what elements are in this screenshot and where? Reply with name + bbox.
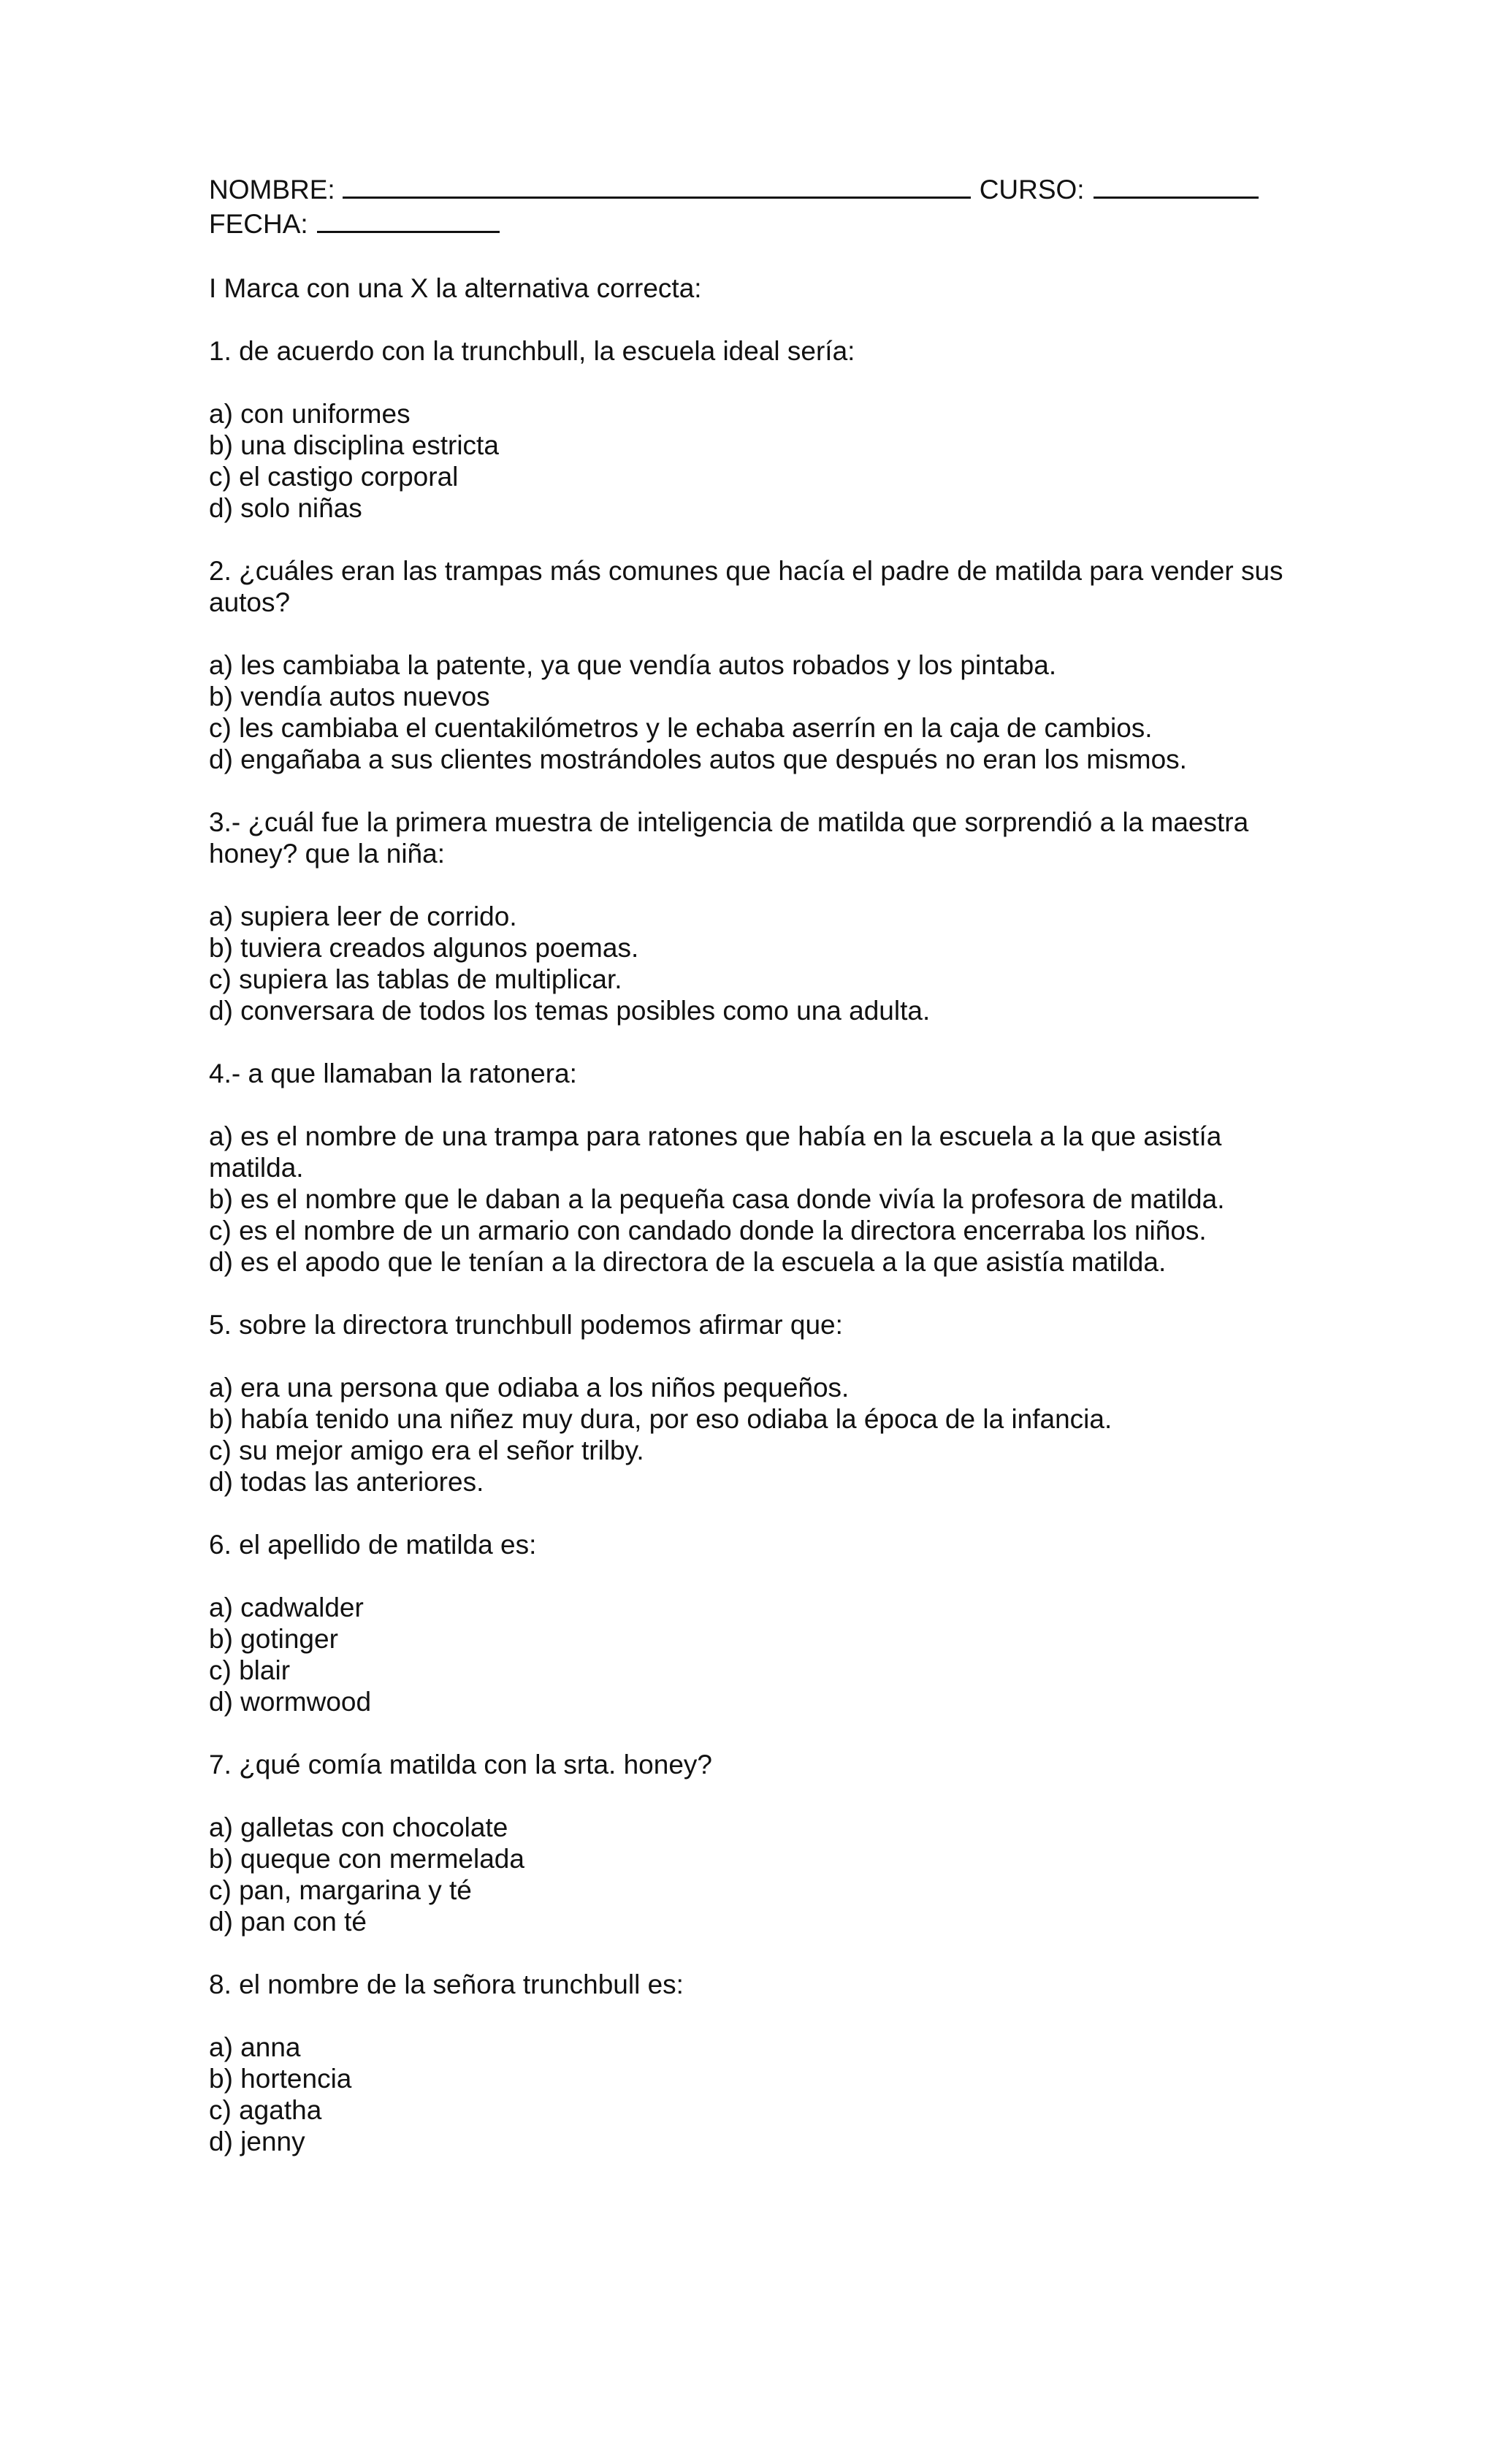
- option-a[interactable]: a) era una persona que odiaba a los niños pequeños.: [209, 1373, 850, 1403]
- option-d[interactable]: d) todas las anteriores.: [209, 1467, 484, 1497]
- question-7: [209, 1749, 1305, 1937]
- option-c[interactable]: c) blair: [209, 1655, 291, 1685]
- option-c[interactable]: c) su mejor amigo era el señor trilby.: [209, 1435, 644, 1465]
- option-b[interactable]: b) tuviera creados algunos poemas.: [209, 933, 639, 963]
- option-d[interactable]: d) pan con té: [209, 1907, 367, 1937]
- fecha-blank-line[interactable]: [317, 209, 500, 233]
- option-b[interactable]: b) una disciplina estricta: [209, 430, 499, 460]
- question-3: [209, 806, 1305, 1026]
- header-row-fecha: [209, 207, 1305, 241]
- curso-blank-line[interactable]: [1094, 175, 1259, 199]
- option-d[interactable]: d) solo niñas: [209, 493, 362, 523]
- option-c[interactable]: c) el castigo corporal: [209, 462, 459, 492]
- question-6: [209, 1529, 1305, 1717]
- option-d[interactable]: d) jenny: [209, 2127, 305, 2156]
- option-d[interactable]: d) conversara de todos los temas posibles como una adulta.: [209, 996, 931, 1026]
- option-a[interactable]: a) con uniformes: [209, 399, 411, 429]
- spacer: [209, 1340, 1305, 1372]
- option-d[interactable]: d) wormwood: [209, 1687, 372, 1717]
- question-1: [209, 335, 1305, 524]
- worksheet-page: [209, 172, 1305, 2189]
- option-c[interactable]: c) agatha: [209, 2095, 322, 2125]
- option-b[interactable]: b) queque con mermelada: [209, 1844, 524, 1874]
- option-b[interactable]: b) hortencia: [209, 2064, 352, 2094]
- question-text: 2. ¿cuáles eran las trampas más comunes que hacía el padre de matilda para vender sus autos?: [209, 556, 1283, 617]
- spacer: [209, 1780, 1305, 1812]
- question-text: 6. el apellido de matilda es:: [209, 1530, 537, 1560]
- option-d[interactable]: d) engañaba a sus clientes mostrándoles autos que después no eran los mismos.: [209, 744, 1187, 774]
- spacer: [209, 304, 1305, 335]
- option-d[interactable]: d) es el apodo que le tenían a la directora de la escuela a la que asistía matilda.: [209, 1247, 1167, 1277]
- option-c[interactable]: c) supiera las tablas de multiplicar.: [209, 964, 622, 994]
- question-text: 7. ¿qué comía matilda con la srta. honey?: [209, 1750, 712, 1780]
- spacer: [209, 618, 1305, 649]
- header-row-nombre-curso: [209, 172, 1305, 207]
- question-5: [209, 1309, 1305, 1498]
- nombre-label: NOMBRE:: [209, 175, 335, 205]
- option-a[interactable]: a) es el nombre de una trampa para ratones que había en la escuela a la que asistía matilda.: [209, 1121, 1222, 1183]
- spacer: [209, 367, 1305, 398]
- question-4: [209, 1058, 1305, 1278]
- option-a[interactable]: a) anna: [209, 2032, 301, 2062]
- question-text: 5. sobre la directora trunchbull podemos afirmar que:: [209, 1310, 843, 1340]
- spacer: [209, 1089, 1305, 1121]
- curso-label: CURSO:: [979, 175, 1085, 205]
- option-b[interactable]: b) es el nombre que le daban a la pequeña casa donde vivía la profesora de matilda.: [209, 1184, 1225, 1214]
- option-a[interactable]: a) cadwalder: [209, 1593, 364, 1622]
- nombre-blank-line[interactable]: [343, 175, 971, 199]
- option-a[interactable]: a) galletas con chocolate: [209, 1812, 508, 1842]
- option-c[interactable]: c) les cambiaba el cuentakilómetros y le echaba aserrín en la caja de cambios.: [209, 713, 1153, 743]
- option-a[interactable]: a) les cambiaba la patente, ya que vendía autos robados y los pintaba.: [209, 650, 1057, 680]
- instruction-text: I Marca con una X la alternativa correcta:: [209, 273, 702, 303]
- question-text: 8. el nombre de la señora trunchbull es:: [209, 1969, 684, 1999]
- spacer: [209, 1560, 1305, 1592]
- spacer: [209, 2000, 1305, 2032]
- option-b[interactable]: b) había tenido una niñez muy dura, por eso odiaba la época de la infancia.: [209, 1404, 1113, 1434]
- option-b[interactable]: b) vendía autos nuevos: [209, 682, 490, 712]
- question-2: [209, 555, 1305, 775]
- question-text: 3.- ¿cuál fue la primera muestra de inteligencia de matilda que sorprendió a la maestra honey? que la niña:: [209, 807, 1249, 869]
- option-c[interactable]: c) pan, margarina y té: [209, 1875, 472, 1905]
- spacer: [209, 869, 1305, 901]
- fecha-label: FECHA:: [209, 209, 308, 239]
- spacer: [209, 241, 1305, 272]
- question-text: 1. de acuerdo con la trunchbull, la escuela ideal sería:: [209, 336, 855, 366]
- option-c[interactable]: c) es el nombre de un armario con candado donde la directora encerraba los niños.: [209, 1216, 1207, 1246]
- option-b[interactable]: b) gotinger: [209, 1624, 338, 1654]
- option-a[interactable]: a) supiera leer de corrido.: [209, 901, 517, 931]
- question-text: 4.- a que llamaban la ratonera:: [209, 1059, 577, 1088]
- question-8: [209, 1969, 1305, 2157]
